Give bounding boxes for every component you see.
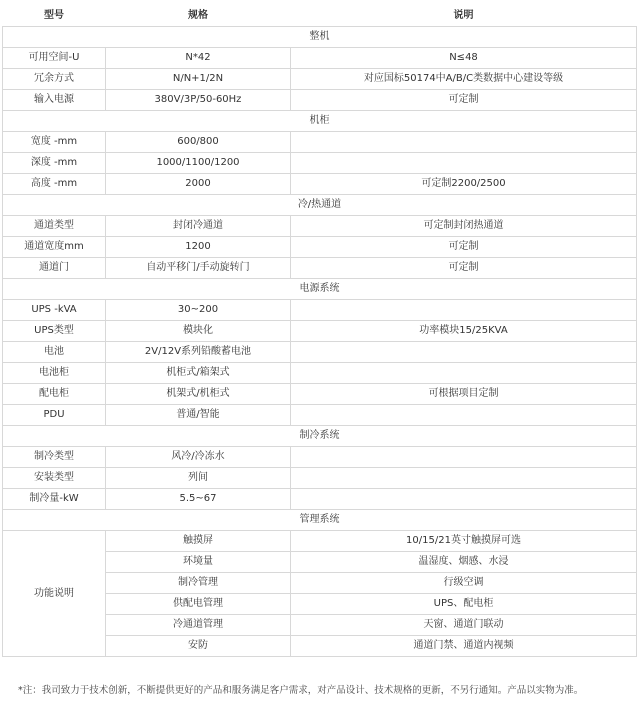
section-title: 管理系统 [3, 510, 637, 531]
cell-note: 功率模块15/25KVA [291, 321, 637, 342]
section-row [3, 111, 637, 132]
cell-model: 安装类型 [3, 468, 106, 489]
cell-note [291, 447, 637, 468]
cell-note [291, 300, 637, 321]
table-row [3, 321, 637, 342]
cell-spec: 风冷/冷冻水 [106, 447, 291, 468]
table-row [3, 216, 637, 237]
header-spec: 规格 [106, 6, 291, 27]
cell-feature: 冷通道管理 [106, 615, 291, 636]
table-row [3, 237, 637, 258]
cell-spec: 模块化 [106, 321, 291, 342]
cell-model: 通道门 [3, 258, 106, 279]
table-row [3, 258, 637, 279]
cell-model: 制冷量-kW [3, 489, 106, 510]
cell-note: 可定制 [291, 90, 637, 111]
cell-spec: 2V/12V系列铅酸蓄电池 [106, 342, 291, 363]
cell-note [291, 489, 637, 510]
cell-note: 可根据项目定制 [291, 384, 637, 405]
cell-model: 输入电源 [3, 90, 106, 111]
section-title: 机柜 [3, 111, 637, 132]
table-row [3, 531, 637, 552]
cell-note: 对应国标50174中A/B/C类数据中心建设等级 [291, 69, 637, 90]
cell-note: 可定制 [291, 237, 637, 258]
cell-note: 行级空调 [291, 573, 637, 594]
cell-model: UPS类型 [3, 321, 106, 342]
table-row [3, 90, 637, 111]
footnote: *注：我司致力于技术创新，不断提供更好的产品和服务满足客户需求，对产品设计、技术规格的更新，不另行通知。产品以实物为准。 [18, 685, 584, 696]
cell-note: UPS、配电柜 [291, 594, 637, 615]
cell-model: 宽度 -mm [3, 132, 106, 153]
table-body [3, 27, 637, 657]
cell-model: 通道类型 [3, 216, 106, 237]
cell-spec: 机柜式/箱架式 [106, 363, 291, 384]
cell-spec: N/N+1/2N [106, 69, 291, 90]
table-row [3, 132, 637, 153]
cell-spec: 1000/1100/1200 [106, 153, 291, 174]
section-row [3, 510, 637, 531]
cell-spec: 列间 [106, 468, 291, 489]
cell-spec: 普通/智能 [106, 405, 291, 426]
table-row [3, 174, 637, 195]
cell-model: 深度 -mm [3, 153, 106, 174]
cell-feature: 环境量 [106, 552, 291, 573]
cell-model: 高度 -mm [3, 174, 106, 195]
cell-note [291, 363, 637, 384]
cell-note [291, 132, 637, 153]
cell-note: 天窗、通道门联动 [291, 615, 637, 636]
cell-spec: 封闭冷通道 [106, 216, 291, 237]
section-row [3, 426, 637, 447]
cell-spec: N*42 [106, 48, 291, 69]
table-row [3, 69, 637, 90]
cell-spec: 600/800 [106, 132, 291, 153]
header-model: 型号 [3, 6, 106, 27]
table-row [3, 405, 637, 426]
section-row [3, 279, 637, 300]
cell-spec: 380V/3P/50-60Hz [106, 90, 291, 111]
cell-model: 制冷类型 [3, 447, 106, 468]
section-title: 电源系统 [3, 279, 637, 300]
cell-spec: 30~200 [106, 300, 291, 321]
table-row [3, 153, 637, 174]
table-row [3, 300, 637, 321]
cell-note [291, 342, 637, 363]
section-title: 整机 [3, 27, 637, 48]
table-row [3, 447, 637, 468]
cell-model: 电池柜 [3, 363, 106, 384]
section-title: 冷/热通道 [3, 195, 637, 216]
table-row [3, 342, 637, 363]
cell-feature: 供配电管理 [106, 594, 291, 615]
header-row [3, 6, 637, 27]
cell-spec: 机架式/机柜式 [106, 384, 291, 405]
section-row [3, 27, 637, 48]
cell-spec: 5.5~67 [106, 489, 291, 510]
table-row [3, 384, 637, 405]
cell-note: 温湿度、烟感、水浸 [291, 552, 637, 573]
cell-note: 可定制封闭热通道 [291, 216, 637, 237]
cell-model: 电池 [3, 342, 106, 363]
cell-note [291, 468, 637, 489]
cell-feature: 制冷管理 [106, 573, 291, 594]
group-label: 功能说明 [3, 531, 106, 657]
table-header [3, 6, 637, 27]
table-row [3, 468, 637, 489]
cell-note: N≤48 [291, 48, 637, 69]
cell-note [291, 153, 637, 174]
spec-table [2, 6, 637, 657]
cell-spec: 自动平移门/手动旋转门 [106, 258, 291, 279]
table-row [3, 489, 637, 510]
cell-feature: 触摸屏 [106, 531, 291, 552]
cell-model: 冗余方式 [3, 69, 106, 90]
cell-spec: 2000 [106, 174, 291, 195]
cell-note [291, 405, 637, 426]
cell-spec: 1200 [106, 237, 291, 258]
cell-note: 通道门禁、通道内视频 [291, 636, 637, 657]
cell-model: 可用空间-U [3, 48, 106, 69]
section-row [3, 195, 637, 216]
cell-model: UPS -kVA [3, 300, 106, 321]
table-row [3, 363, 637, 384]
cell-note: 可定制 [291, 258, 637, 279]
section-title: 制冷系统 [3, 426, 637, 447]
header-note: 说明 [291, 6, 637, 27]
cell-note: 10/15/21英寸触摸屏可选 [291, 531, 637, 552]
cell-note: 可定制2200/2500 [291, 174, 637, 195]
cell-model: 配电柜 [3, 384, 106, 405]
cell-model: PDU [3, 405, 106, 426]
table-row [3, 48, 637, 69]
cell-model: 通道宽度mm [3, 237, 106, 258]
cell-feature: 安防 [106, 636, 291, 657]
